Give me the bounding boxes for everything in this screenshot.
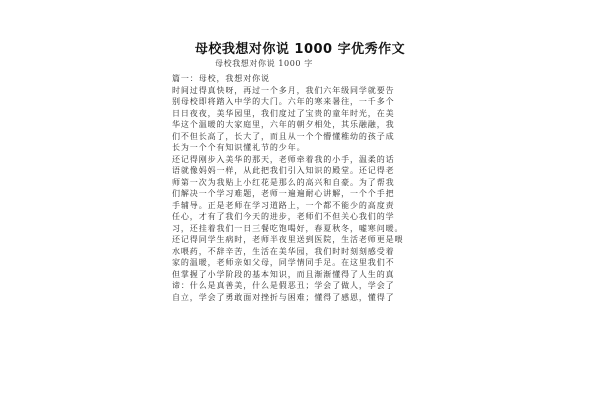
text-line: 语就像妈妈一样，从此把我们引入知识的殿堂。还记得老 xyxy=(172,166,395,175)
text-line: 师第一次为我贴上小红花是那么的高兴和自豪。为了帮我 xyxy=(172,177,395,187)
text-line: 还记得同学生病时，老师半夜里送到医院，生活老师更是喂 xyxy=(172,235,404,244)
text-line: 手辅导。正是老师在学习道路上，一个都不能少的高度责 xyxy=(172,200,395,210)
text-line: 们不但长高了，长大了，而且从一个个懵懂稚幼的孩子成 xyxy=(172,131,395,141)
text-line: 习，还挂着我们一日三餐吃饱喝好，春夏秋冬，嘘寒问暖。 xyxy=(172,223,404,233)
text-line: 长为一个个有知识懂礼节的少年。 xyxy=(172,143,306,152)
text-line: 华这个温暖的大家庭里，六年的朝夕相处，其乐融融，我 xyxy=(172,120,395,129)
text-line: 谛：什么是真善美，什么是假恶丑；学会了做人，学会了 xyxy=(172,281,395,290)
text-line: 日日夜夜，美华园里，我们度过了宝贵的童年时光，在美 xyxy=(172,108,395,118)
text-line: 但掌握了小学阶段的基本知识，而且渐渐懂得了人生的真 xyxy=(172,269,395,279)
section-heading: 篇一：母校，我想对你说 xyxy=(172,74,270,83)
text-line: 别母校即将踏入中学的大门。六年的寒来暑往，一千多个 xyxy=(172,97,395,106)
text-line: 家的温暖，老师亲如父母，同学情同手足。在这里我们不 xyxy=(172,258,395,267)
text-line: 任心，才有了我们今天的进步，老师们不但关心我们的学 xyxy=(172,212,395,221)
text-line: 还记得刚步入美华的那天，老师牵着我的小手，温柔的话 xyxy=(172,154,395,164)
text-line: 们解决一个学习难题，老师一遍遍耐心讲解，一个个手把 xyxy=(172,189,395,198)
document-title: 母校我想对你说 1000 字优秀作文 xyxy=(194,42,406,57)
text-line: 自立，学会了勇敢面对挫折与困难；懂得了感恩，懂得了 xyxy=(172,292,395,302)
text-line: 时间过得真快呀，再过一个多月，我们六年级同学就要告 xyxy=(172,85,395,95)
document-body xyxy=(172,73,432,303)
document-subtitle: 母校我想对你说 1000 字 xyxy=(215,59,313,68)
text-line: 水喂药，不辞辛苦，生活在美华园，我们时时刻刻感受着 xyxy=(172,246,395,256)
